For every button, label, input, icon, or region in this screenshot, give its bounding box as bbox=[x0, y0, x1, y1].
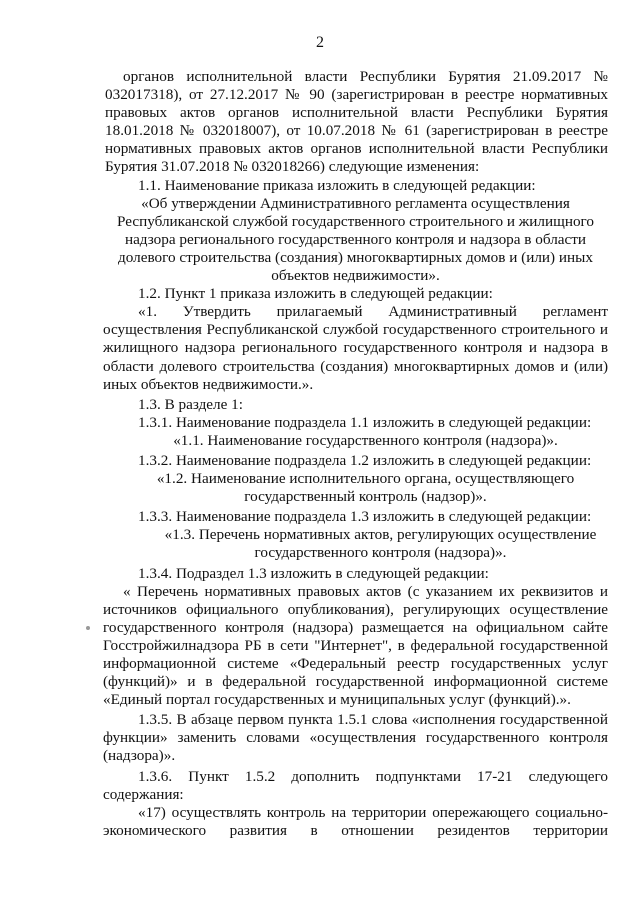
document-body bbox=[103, 68, 608, 840]
item-1-3-6-first: 1.3.6. Пункт 1.5.2 дополнить подпунктами 17-21 следующего bbox=[138, 767, 608, 785]
quote-1-1: «1.1. Наименование государственного контроля (надзора)». bbox=[173, 431, 558, 449]
quote-point-1-first: «1. Утвердить прилагаемый Административный регламент bbox=[138, 303, 608, 321]
scan-dot-mark bbox=[86, 626, 90, 630]
item-1-3: 1.3. В разделе 1: bbox=[138, 395, 243, 413]
item-1-3-3: 1.3.3. Наименование подраздела 1.3 изложить в следующей редакции: bbox=[138, 508, 592, 526]
item-1-3-6: содержания: bbox=[103, 785, 184, 803]
item-1-3-4: 1.3.4. Подраздел 1.3 изложить в следующей редакции: bbox=[138, 564, 489, 582]
quote-1-2: «1.2. Наименование исполнительного органа, осуществляющего государственный контроль (надзор)». bbox=[156, 470, 575, 506]
item-1-3-2: 1.3.2. Наименование подраздела 1.2 изложить в следующей редакции: bbox=[138, 451, 592, 469]
quote-17: экономического развития в отношении резидентов территории bbox=[103, 821, 608, 839]
item-1-3-5: функции» заменить словами «осуществления государственного контроля (надзора)». bbox=[103, 729, 608, 765]
quote-1-3: «1.3. Перечень нормативных актов, регулирующих осуществление государственного контроля (надзора)». bbox=[164, 526, 597, 562]
item-1-2: 1.2. Пункт 1 приказа изложить в следующей редакции: bbox=[138, 285, 493, 303]
quote-point-1: осуществления Республиканской службой государственного строительного и жилищного надзора регионального государственного контроля и надзора в области долевого строительства (создания) многоквартирных домов и (или) иных объектов недвижимости.». bbox=[103, 321, 608, 393]
item-1-3-5-first: 1.3.5. В абзаце первом пункта 1.5.1 слова «исполнения государственной bbox=[138, 711, 608, 729]
quote-1-3-4: источников официального опубликования), регулирующих осуществление государственного контроля (надзора) размещается на официальном сайте Госстройжилнадзора РБ в сети "Интернет", в федеральной государственной информационной системе «Федеральный реестр государственных услуг (функций)» и в федеральной государственной информационной системе «Единый портал государственных и муниципальных услуг (функций).». bbox=[103, 600, 608, 709]
item-1-3-1: 1.3.1. Наименование подраздела 1.1 изложить в следующей редакции: bbox=[138, 413, 592, 431]
paragraph-amendments: 032017318), от 27.12.2017 № 90 (зарегистрирован в реестре нормативных правовых актов органов исполнительной власти Республики Бурятия 18.01.2018 № 032018007), от 10.07.2018 № 61 (зарегистрирован в реестре нормативных правовых актов органов исполнительной власти Республики Бурятия 31.07.2018 № 032018266) следующие изменения: bbox=[105, 86, 608, 176]
quote-title: «Об утверждении Административного регламента осуществления Республиканской службой государственного строительного и жилищного надзора регионального государственного контроля и надзора в области долевого строительства (создания) многоквартирных домов и (или) иных объектов недвижимости». bbox=[116, 194, 594, 285]
quote-17-first: «17) осуществлять контроль на территории опережающего социально- bbox=[138, 803, 608, 821]
text-line: органов исполнительной власти Республики Бурятия 21.09.2017 № bbox=[123, 68, 608, 85]
page-number: 2 bbox=[316, 34, 324, 51]
item-1-1: 1.1. Наименование приказа изложить в следующей редакции: bbox=[138, 176, 536, 194]
quote-1-3-4-first: « Перечень нормативных правовых актов (с указанием их реквизитов и bbox=[123, 582, 608, 600]
